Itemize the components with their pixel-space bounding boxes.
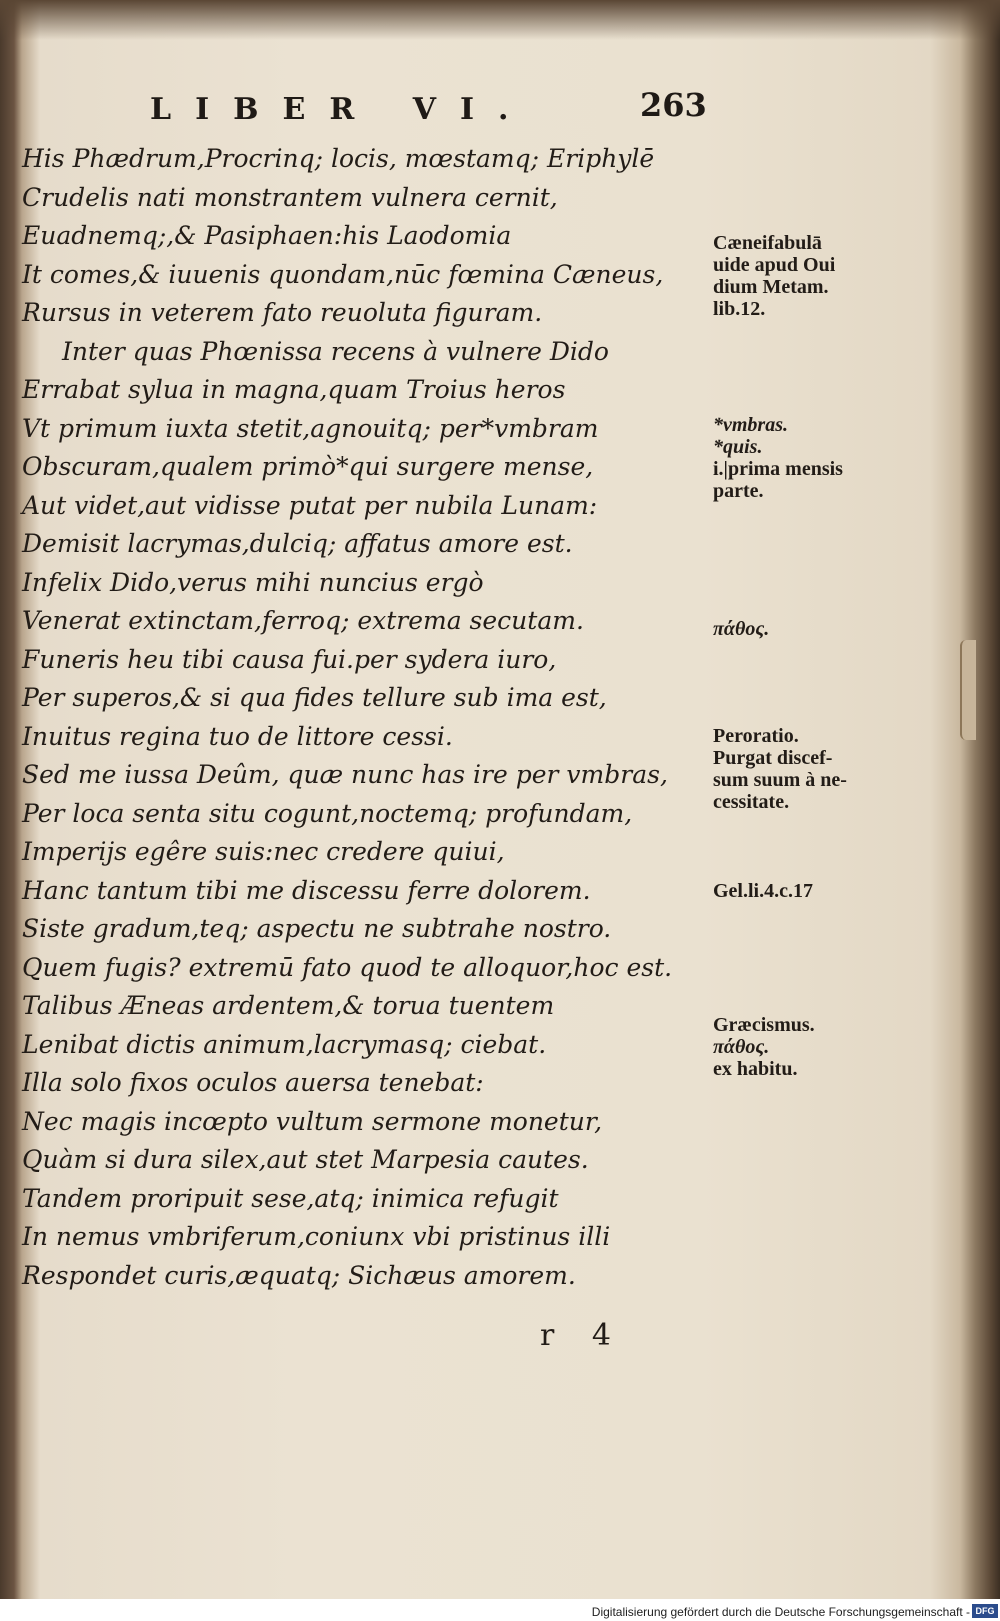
dfg-logo: DFG — [972, 1604, 998, 1618]
gloss-line: Purgat discef- — [713, 747, 833, 769]
verse-line: Talibus Æneas ardentem,& torua tuentem — [22, 991, 555, 1020]
gloss-line: Peroratio. — [713, 725, 799, 747]
footer-credit: Digitalisierung gefördert durch die Deutsche Forschungsgemeinschaft - — [591, 1605, 970, 1619]
gloss-line: Cæneifabulā — [713, 232, 822, 254]
verse-text-block — [22, 140, 712, 1295]
gloss-line: parte. — [713, 480, 764, 502]
verse-line: Venerat extinctam,ferroq; extrema secutam. — [22, 606, 584, 635]
verse-line: Infelix Dido,verus mihi nuncius ergò — [22, 567, 484, 597]
gloss-line: *quis. — [713, 436, 763, 458]
gloss-line: uide apud Oui — [713, 254, 836, 276]
verse-line: Aut videt,aut vidisse putat per nubila Lunam: — [22, 490, 598, 520]
verse-line: It comes,& iuuenis quondam,nūc fœmina Cæneus, — [22, 259, 664, 289]
verse-line: Respondet curis,æquatq; Sichæus amorem. — [22, 1260, 576, 1290]
verse-line: In nemus vmbriferum,coniunx vbi pristinus illi — [22, 1222, 611, 1251]
gloss-line: cessitate. — [713, 791, 790, 813]
gloss-graecismus — [713, 1014, 913, 1080]
verse-line: Inuitus regina tuo de littore cessi. — [22, 721, 453, 751]
verse-line: Errabat sylua in magna,quam Troius heros — [22, 375, 566, 404]
gloss-line: dium Metam. — [713, 276, 829, 298]
gloss-line: *vmbras. — [713, 414, 788, 436]
verse-line: Imperijs egêre suis:nec credere quiui, — [22, 837, 505, 866]
verse-line: Sed me iussa Deûm, quæ nunc has ire per vmbras, — [22, 760, 668, 789]
verse-line: Quàm si dura silex,aut stet Marpesia cautes. — [22, 1145, 589, 1174]
footer-bar — [0, 1599, 1000, 1621]
verse-line: Illa solo fixos oculos auersa tenebat: — [22, 1068, 484, 1097]
bookmark-tab — [960, 640, 976, 740]
gloss-peroratio — [713, 725, 913, 813]
gloss-line: sum suum à ne- — [713, 769, 847, 791]
gloss-line: πάθος. — [713, 618, 770, 640]
verse-line: Lenibat dictis animum,lacrymasq; ciebat. — [22, 1029, 547, 1059]
gloss-line: πάθος. — [713, 1036, 770, 1058]
verse-line: Per loca senta situ cogunt,noctemq; profundam, — [22, 798, 633, 828]
gloss-pathos — [713, 618, 913, 640]
verse-line: Rursus in veterem fato reuoluta figuram. — [22, 298, 543, 327]
page-number: 263 — [640, 86, 707, 124]
verse-line: Vt primum iuxta stetit,agnouitq; per*vmbram — [22, 413, 599, 443]
verse-line: Per superos,& si qua fides tellure sub ima est, — [22, 683, 607, 712]
verse-line: Funeris heu tibi causa fui.per sydera iuro, — [22, 644, 557, 674]
gloss-caeneus — [713, 232, 913, 320]
verse-line: Hanc tantum tibi me discessu ferre dolorem. — [22, 875, 591, 905]
gloss-umbras — [713, 414, 913, 502]
verse-line: Euadnemq;,& Pasiphaen:his Laodomia — [22, 221, 512, 250]
verse-line: Inter quas Phœnissa recens à vulnere Dido — [62, 336, 609, 366]
signature-mark: r 4 — [540, 1318, 625, 1353]
verse-line: Nec magis incœpto vultum sermone monetur, — [22, 1106, 603, 1136]
verse-line: Crudelis nati monstrantem vulnera cernit, — [22, 182, 558, 212]
gloss-line: i.|prima mensis — [713, 458, 843, 480]
gloss-line: lib.12. — [713, 298, 766, 320]
running-head: LIBER VI. — [150, 92, 533, 127]
gloss-line: Græcismus. — [713, 1014, 815, 1036]
verse-line: His Phædrum,Procrinq; locis, mœstamq; Eriphylē — [22, 144, 655, 173]
verse-line: Obscuram,qualem primò*qui surgere mense, — [22, 452, 594, 481]
verse-line: Demisit lacrymas,dulciq; affatus amore est. — [22, 529, 573, 558]
verse-line: Siste gradum,teq; aspectu ne subtrahe nostro. — [22, 914, 612, 943]
verse-line: Tandem proripuit sese,atq; inimica refugit — [22, 1183, 559, 1213]
gloss-line: ex habitu. — [713, 1058, 798, 1080]
verse-line: Quem fugis? extremū fato quod te alloquor,hoc est. — [22, 952, 673, 982]
gloss-line: Gel.li.4.c.17 — [713, 880, 813, 902]
gloss-gellius — [713, 880, 913, 902]
